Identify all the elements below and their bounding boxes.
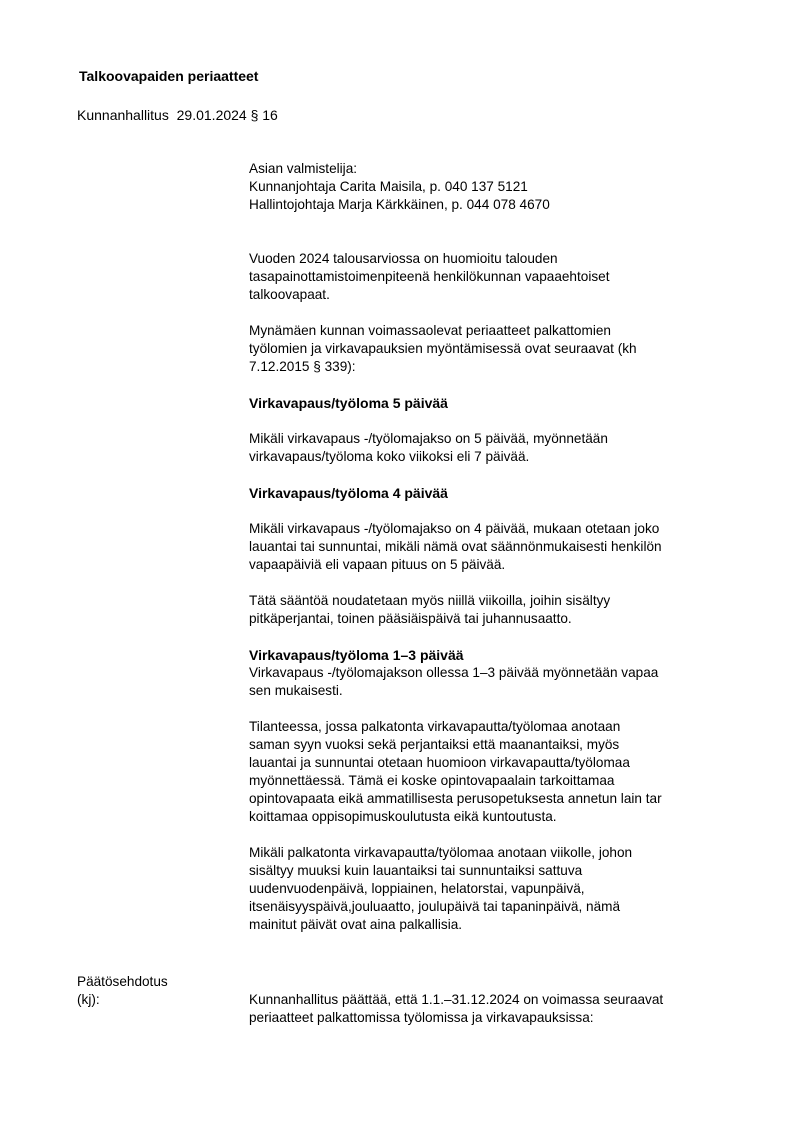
section-heading: Virkavapaus/työloma 4 päivää [249, 485, 448, 501]
paragraph-line: sen mukaisesti. [249, 683, 343, 698]
document-title: Talkoovapaiden periaatteet [79, 68, 259, 84]
preparers-block [249, 160, 739, 214]
meeting-info [77, 106, 278, 124]
paragraph-line: myönnettäessä. Tämä ei koske opintovapaalain tarkoittamaa [249, 773, 615, 788]
proposal-label-line: Päätösehdotus [77, 974, 168, 989]
proposal-text [249, 991, 739, 1027]
paragraph-line: lauantai tai sunnuntai, mikäli nämä ovat säännönmukaisesti henkilön [249, 539, 662, 554]
paragraph-line: työlomien ja virkavapauksien myöntämisessä ovat seuraavat (kh [249, 341, 637, 356]
intro-paragraph [249, 250, 739, 304]
section-paragraph [249, 592, 739, 628]
paragraph-line: tasapainottamistoimenpiteenä henkilökunnan vapaaehtoiset [249, 269, 610, 284]
paragraph-line: koittamaa oppisopimuskoulutusta eikä kuntoutusta. [249, 809, 557, 824]
section-heading: Virkavapaus/työloma 5 päivää [249, 395, 448, 411]
paragraph-line: Mikäli virkavapaus -/työlomajakso on 4 päivää, mukaan otetaan joko [249, 521, 660, 536]
proposal-line: periaatteet palkattomissa työlomissa ja virkavapauksissa: [249, 1010, 594, 1025]
paragraph-line: itsenäisyyspäivä,jouluaatto, joulupäivä tai tapaninpäivä, nämä [249, 899, 621, 914]
paragraph-line: pitkäperjantai, toinen pääsiäispäivä tai juhannusaatto. [249, 611, 572, 626]
preparers-label: Asian valmistelija: [249, 161, 358, 176]
paragraph-line: Mikäli palkatonta virkavapautta/työlomaa anotaan viikolle, johon [249, 845, 633, 860]
paragraph-line: Mynämäen kunnan voimassaolevat periaatteet palkattomien [249, 323, 611, 338]
paragraph-line: Tilanteessa, jossa palkatonta virkavapautta/työlomaa anotaan [249, 719, 621, 734]
meeting-body: Kunnanhallitus [77, 107, 169, 123]
section-paragraph [249, 520, 739, 574]
section-heading: Virkavapaus/työloma 1–3 päivää [249, 647, 464, 663]
paragraph-line: vapaapäiviä eli vapaan pituus on 5 päivää. [249, 557, 506, 572]
paragraph-line: uudenvuodenpäivä, loppiainen, helatorstai, vapunpäivä, [249, 881, 585, 896]
paragraph-line: lauantai ja sunnuntai otetaan huomioon virkavapautta/työlomaa [249, 755, 630, 770]
proposal-label-line: (kj): [77, 992, 100, 1007]
document-body [249, 160, 739, 934]
section-paragraph [249, 718, 739, 826]
paragraph-line: mainitut päivät ovat aina palkallisia. [249, 917, 463, 932]
paragraph-line: 7.12.2015 § 339): [249, 359, 356, 374]
meeting-date-section: 29.01.2024 § 16 [176, 107, 278, 123]
proposal-label [77, 973, 168, 1009]
section-paragraph [249, 430, 739, 466]
paragraph-line: Vuoden 2024 talousarviossa on huomioitu talouden [249, 251, 558, 266]
paragraph-line: saman syyn vuoksi sekä perjantaiksi että maanantaiksi, myös [249, 737, 620, 752]
proposal-line: Kunnanhallitus päättää, että 1.1.–31.12.2024 on voimassa seuraavat [249, 992, 664, 1007]
preparer-line: Kunnanjohtaja Carita Maisila, p. 040 137 5121 [249, 179, 528, 194]
section-paragraph [249, 664, 739, 700]
paragraph-line: virkavapaus/työloma koko viikoksi eli 7 päivää. [249, 449, 530, 464]
paragraph-line: Mikäli virkavapaus -/työlomajakso on 5 päivää, myönnetään [249, 431, 608, 446]
section-paragraph [249, 844, 739, 934]
paragraph-line: Tätä sääntöä noudatetaan myös niillä viikoilla, joihin sisältyy [249, 593, 611, 608]
paragraph-line: Virkavapaus -/työlomajakson ollessa 1–3 päivää myönnetään vapaa [249, 665, 659, 680]
paragraph-line: opintovapaata eikä ammatillisesta perusopetuksesta annetun lain tar [249, 791, 662, 806]
paragraph-line: sisältyy muuksi kuin lauantaiksi tai sunnuntaiksi sattuva [249, 863, 583, 878]
paragraph-line: talkoovapaat. [249, 287, 330, 302]
preparer-line: Hallintojohtaja Marja Kärkkäinen, p. 044 078 4670 [249, 197, 550, 212]
intro-paragraph [249, 322, 739, 376]
